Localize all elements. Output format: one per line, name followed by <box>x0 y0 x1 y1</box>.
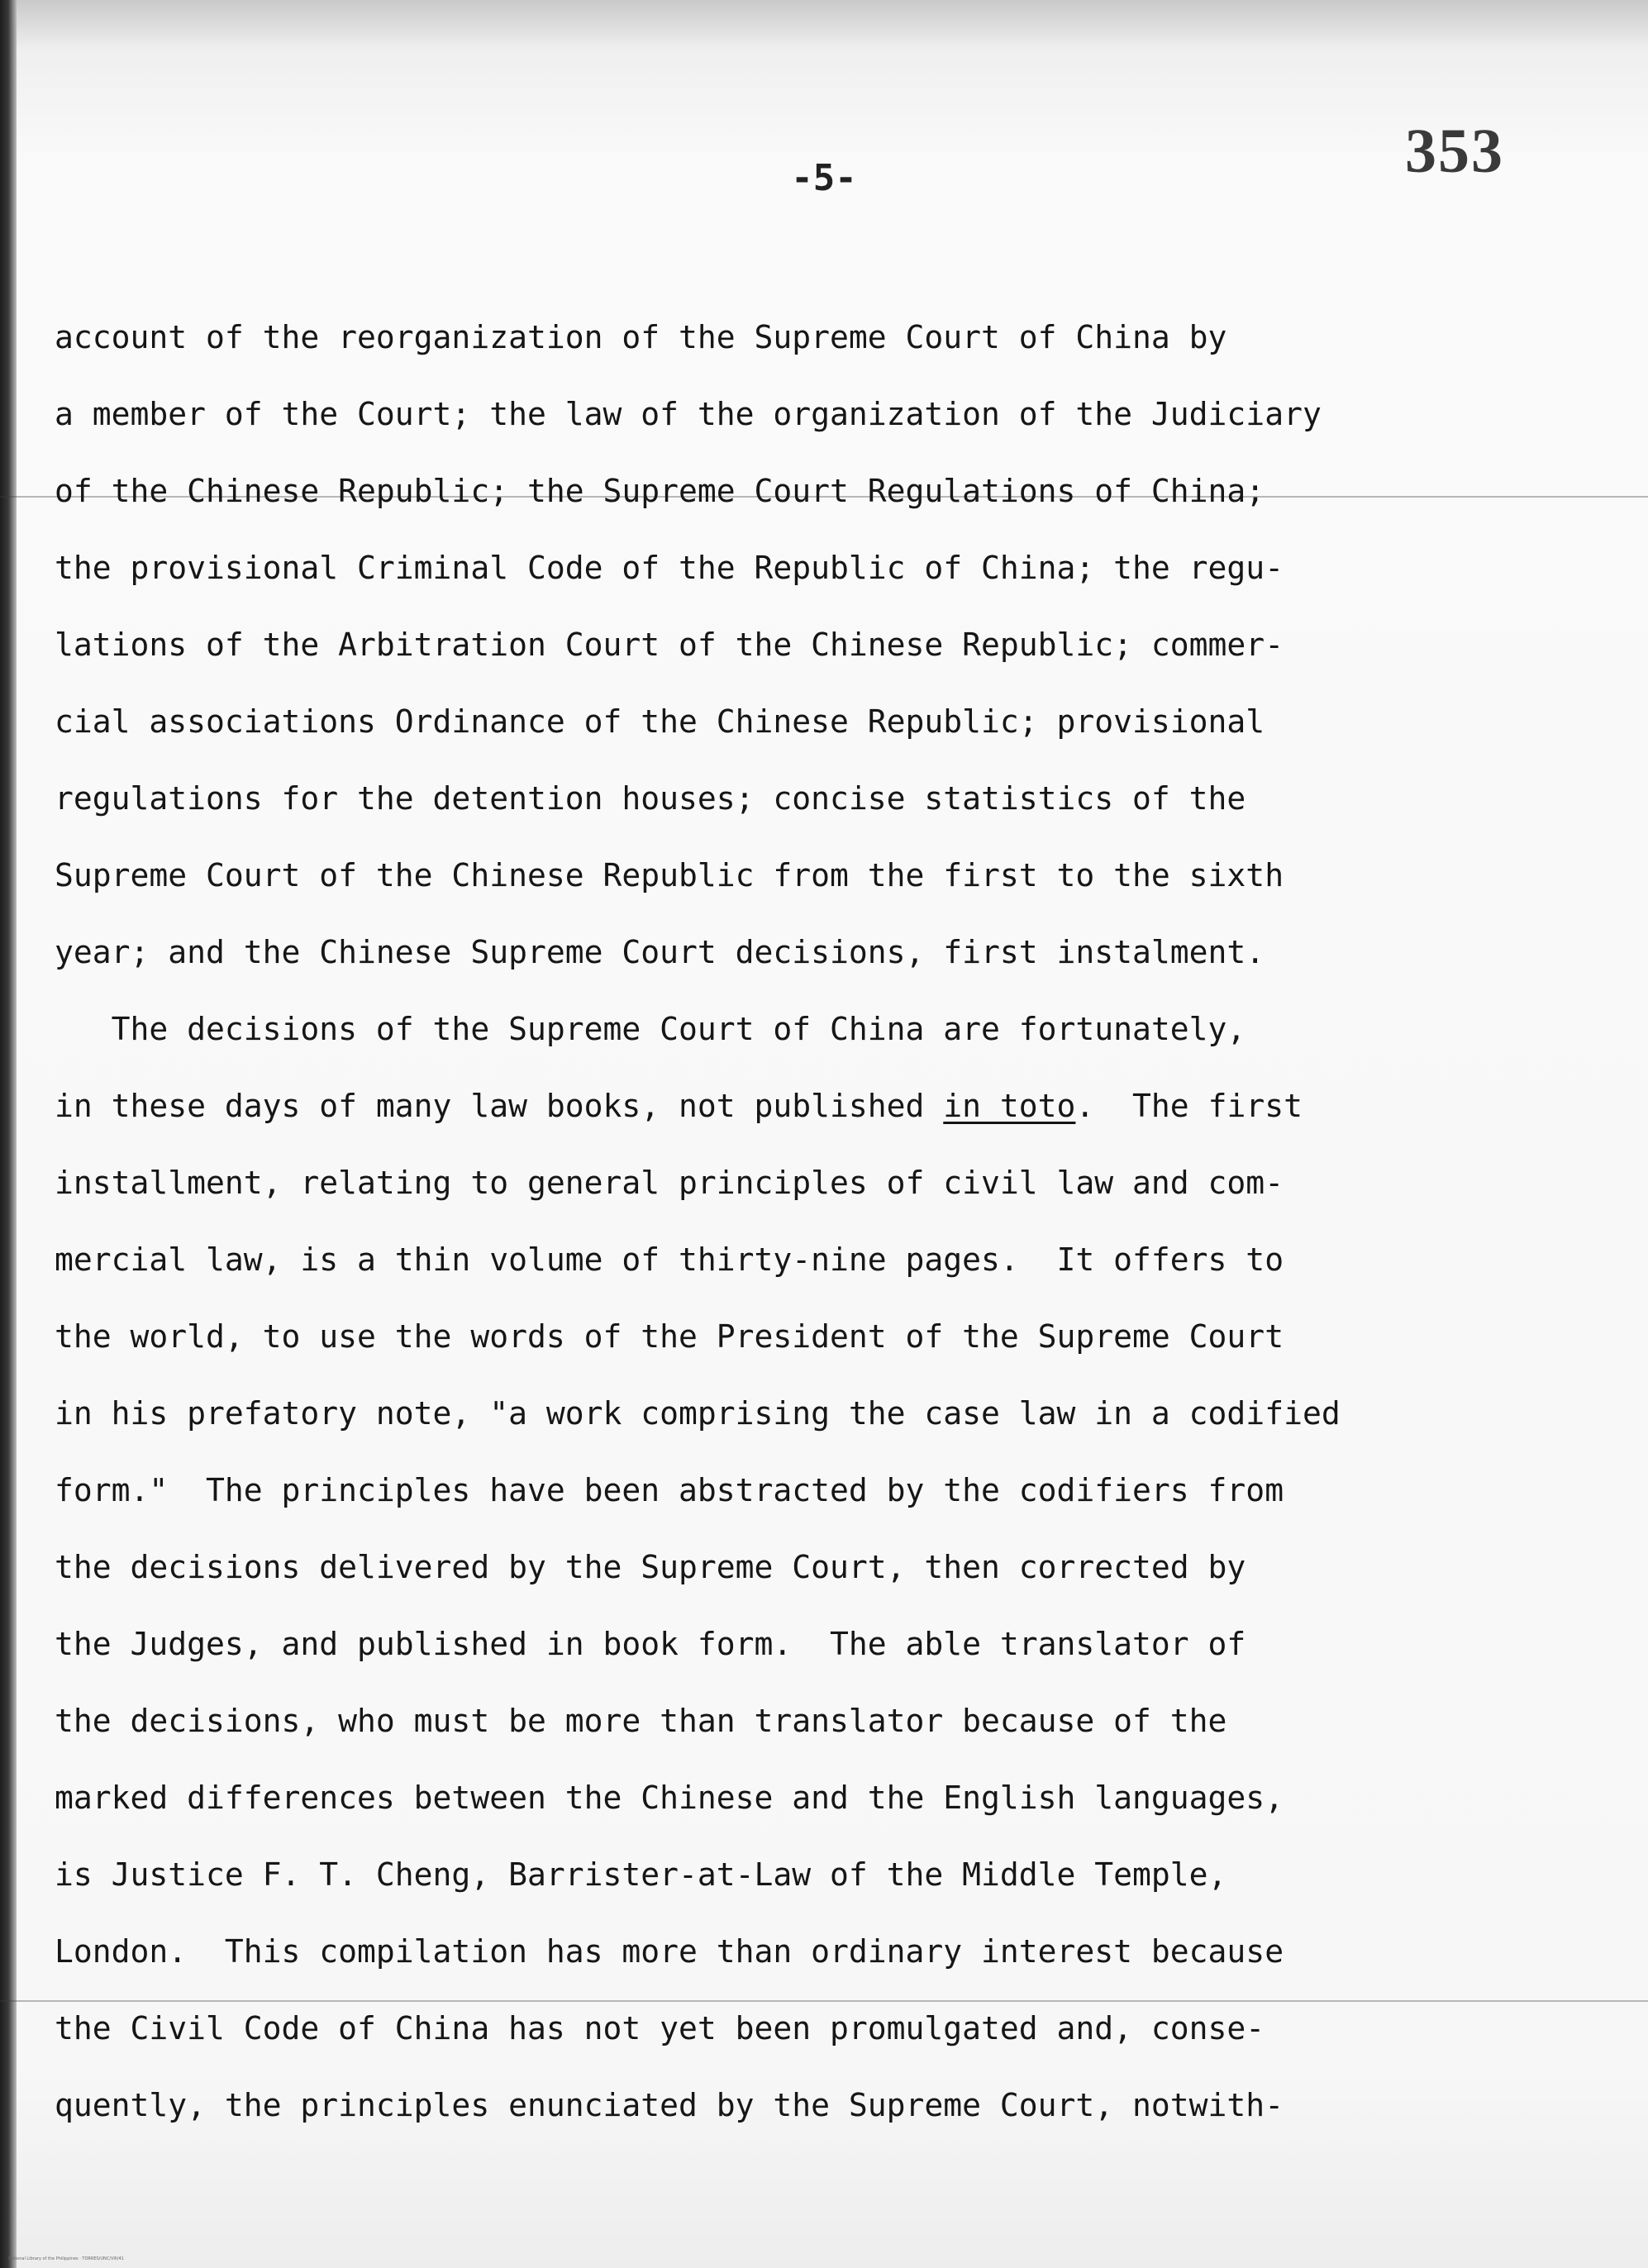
text-line <box>55 1068 1625 1145</box>
text-line: account of the reorganization of the Supreme Court of China by <box>55 319 1227 355</box>
text-line: Supreme Court of the Chinese Republic from the first to the sixth <box>55 857 1284 893</box>
text-line: The decisions of the Supreme Court of China are fortunately, <box>55 1011 1246 1047</box>
text-line: the Civil Code of China has not yet been promulgated and, conse- <box>55 2010 1265 2046</box>
in-toto-underlined: in toto <box>943 1088 1076 1124</box>
scan-left-edge <box>0 0 17 2268</box>
text-line: quently, the principles enunciated by the Supreme Court, notwith- <box>55 2087 1284 2123</box>
page-number: -5- <box>791 157 857 199</box>
archive-caption: National Library of the Philippines · TORRES/UNC/VIII/41 <box>8 2256 124 2261</box>
text-line: in his prefatory note, "a work comprising the case law in a codified <box>55 1395 1341 1432</box>
text-line-end: . The first <box>1075 1088 1303 1124</box>
text-line: the Judges, and published in book form. The able translator of <box>55 1626 1246 1662</box>
text-line: lations of the Arbitration Court of the Chinese Republic; commer- <box>55 627 1284 663</box>
text-line: regulations for the detention houses; concise statistics of the <box>55 780 1246 817</box>
text-line: the provisional Criminal Code of the Republic of China; the regu- <box>55 550 1284 586</box>
text-line: year; and the Chinese Supreme Court decisions, first instalment. <box>55 934 1265 970</box>
body-text <box>55 299 1625 2144</box>
text-line: the world, to use the words of the President of the Supreme Court <box>55 1318 1284 1355</box>
text-line: marked differences between the Chinese and the English languages, <box>55 1780 1284 1816</box>
text-line-start: in these days of many law books, not published <box>55 1088 944 1124</box>
text-line: mercial law, is a thin volume of thirty-nine pages. It offers to <box>55 1241 1284 1278</box>
text-line: the decisions delivered by the Supreme Court, then corrected by <box>55 1549 1246 1585</box>
text-line: of the Chinese Republic; the Supreme Court Regulations of China; <box>55 473 1265 509</box>
folio-number: 353 <box>1405 117 1504 186</box>
text-line: a member of the Court; the law of the organization of the Judiciary <box>55 396 1322 432</box>
text-line: is Justice F. T. Cheng, Barrister-at-Law of the Middle Temple, <box>55 1856 1227 1893</box>
text-line: London. This compilation has more than ordinary interest because <box>55 1933 1284 1970</box>
text-line: cial associations Ordinance of the Chinese Republic; provisional <box>55 703 1265 740</box>
text-line: installment, relating to general principles of civil law and com- <box>55 1165 1284 1201</box>
text-line: the decisions, who must be more than translator because of the <box>55 1703 1227 1739</box>
text-line: form." The principles have been abstracted by the codifiers from <box>55 1472 1284 1508</box>
